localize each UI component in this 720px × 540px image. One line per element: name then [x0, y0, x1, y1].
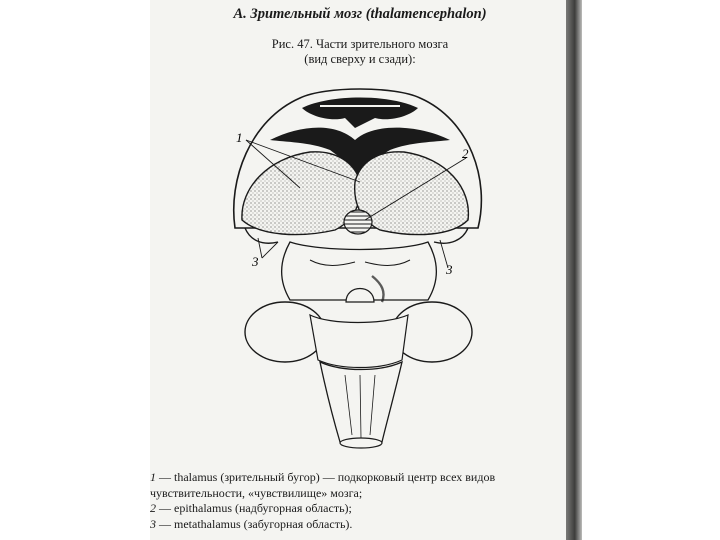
callout-3-left: 3: [252, 254, 259, 269]
figure-legend: [150, 470, 570, 532]
figure-caption-line-1: Рис. 47. Части зрительного мозга: [271, 37, 449, 51]
legend-item: [150, 501, 570, 517]
legend-text: чувствительности, «чувствилище» мозга;: [150, 485, 363, 500]
thalamencephalon-illustration: [150, 70, 570, 470]
callout-3-right: 3: [446, 262, 453, 277]
pineal-body: [344, 210, 372, 234]
legend-number: 3: [150, 516, 156, 531]
legend-text: — epithalamus (надбугорная область);: [156, 501, 352, 515]
callout-1: 1: [236, 130, 243, 145]
figure-caption-line-2: (вид сверху и сзади):: [304, 52, 416, 66]
section-title: А. Зрительный мозг (thalamencephalon): [233, 6, 487, 22]
legend-item: [150, 470, 570, 486]
legend-text: — thalamus (зрительный бугор) — подкорковый центр всех видов: [156, 470, 496, 484]
figure-caption: [160, 37, 560, 67]
legend-text: — metathalamus (забугорная область).: [156, 516, 353, 531]
legend-item: [150, 486, 570, 502]
callout-2: 2: [462, 146, 469, 161]
legend-number: 1: [150, 470, 156, 484]
legend-number: 2: [150, 501, 156, 515]
legend-item: [150, 517, 570, 533]
